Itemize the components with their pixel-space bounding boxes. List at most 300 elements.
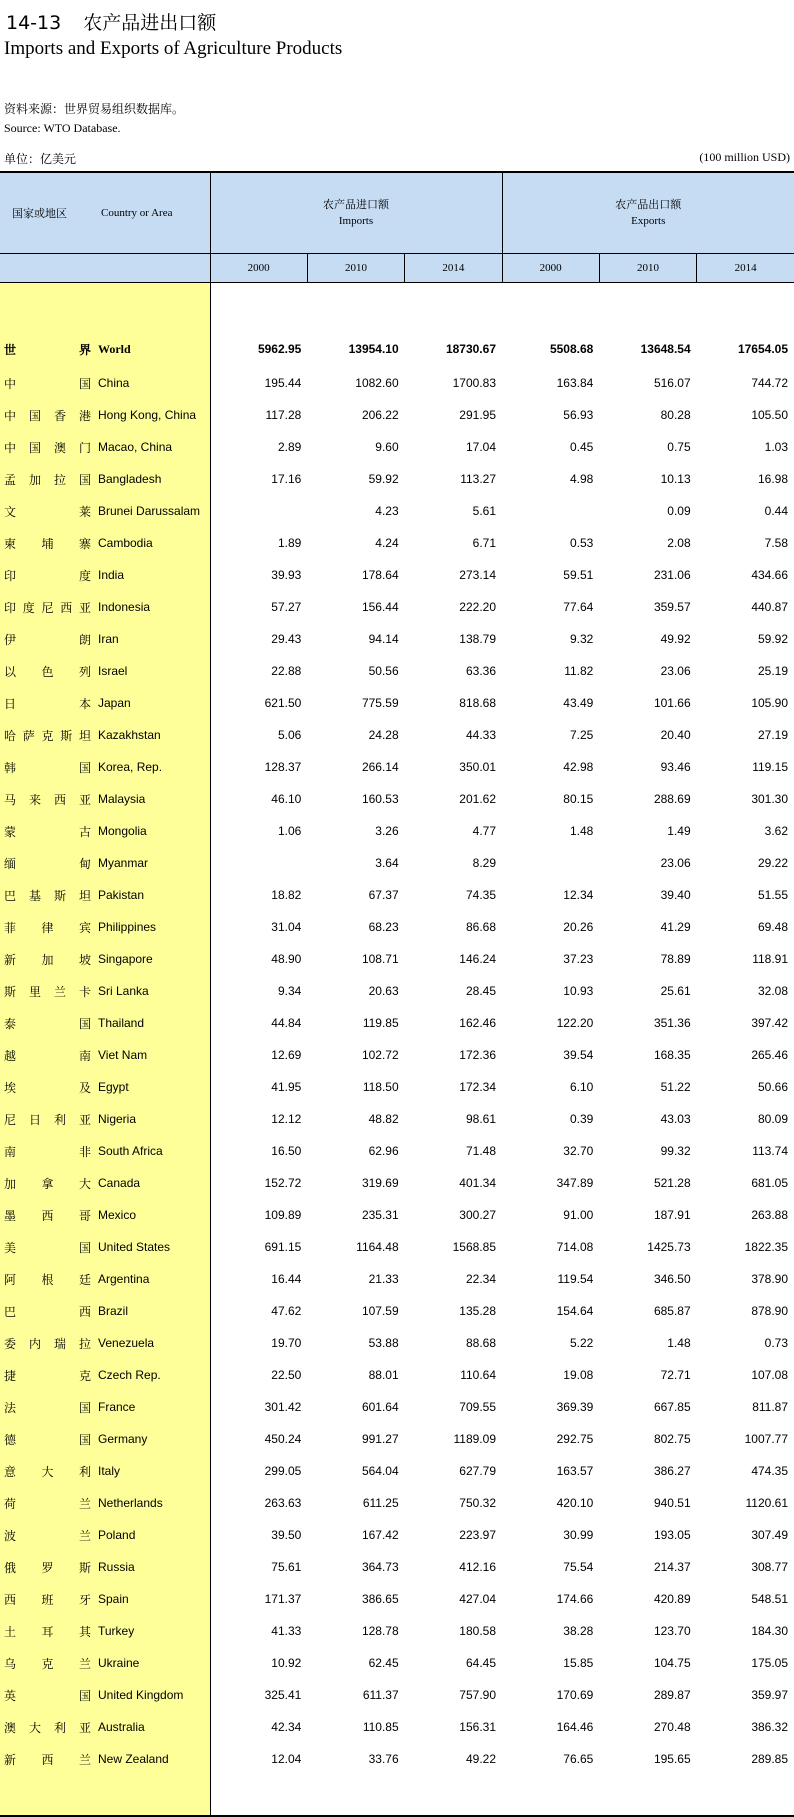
- import-value-cell: 41.95: [210, 1071, 307, 1103]
- export-value-cell: 69.48: [697, 911, 794, 943]
- import-value-cell: 412.16: [405, 1551, 502, 1583]
- spacer-cell: [95, 283, 210, 332]
- country-name-en: Sri Lanka: [95, 975, 210, 1007]
- country-name-cn: 意大利: [0, 1455, 95, 1487]
- export-value-cell: 0.09: [599, 495, 696, 527]
- export-value-cell: 811.87: [697, 1391, 794, 1423]
- export-value-cell: 78.89: [599, 943, 696, 975]
- country-name-cn: 委内瑞拉: [0, 1327, 95, 1359]
- import-value-cell: 266.14: [307, 751, 404, 783]
- table-row: [0, 1039, 794, 1071]
- country-name-en: Russia: [95, 1551, 210, 1583]
- table-row: [0, 1551, 794, 1583]
- export-value-cell: 0.44: [697, 495, 794, 527]
- table-row: [0, 1391, 794, 1423]
- country-name-cn: 捷克: [0, 1359, 95, 1391]
- export-value-cell: 9.32: [502, 623, 599, 655]
- export-value-cell: 7.25: [502, 719, 599, 751]
- table-body: [0, 283, 794, 1817]
- table-row: [0, 463, 794, 495]
- import-value-cell: 1164.48: [307, 1231, 404, 1263]
- header-blank-en: [95, 254, 210, 283]
- import-value-cell: 16.50: [210, 1135, 307, 1167]
- year-header: 2014: [697, 254, 794, 283]
- header-blank-cn: [0, 254, 95, 283]
- export-value-cell: 42.98: [502, 751, 599, 783]
- header-country-en: Country or Area: [95, 172, 210, 254]
- import-value-cell: 611.25: [307, 1487, 404, 1519]
- export-value-cell: 667.85: [599, 1391, 696, 1423]
- import-value-cell: 178.64: [307, 559, 404, 591]
- country-name-en: Viet Nam: [95, 1039, 210, 1071]
- table-row: [0, 591, 794, 623]
- import-value-cell: 5.61: [405, 495, 502, 527]
- import-value-cell: 12.69: [210, 1039, 307, 1071]
- country-name-cn: 印度: [0, 559, 95, 591]
- export-value-cell: 122.20: [502, 1007, 599, 1039]
- year-header: 2000: [502, 254, 599, 283]
- import-value-cell: 94.14: [307, 623, 404, 655]
- export-value-cell: 1425.73: [599, 1231, 696, 1263]
- table-row: [0, 1455, 794, 1487]
- table-row: [0, 559, 794, 591]
- export-value-cell: 12.34: [502, 879, 599, 911]
- import-value-cell: 39.93: [210, 559, 307, 591]
- import-value-cell: 1189.09: [405, 1423, 502, 1455]
- data-table: [0, 171, 794, 1817]
- country-name-cn: 德国: [0, 1423, 95, 1455]
- import-value-cell: 9.60: [307, 431, 404, 463]
- import-value-cell: 50.56: [307, 655, 404, 687]
- country-name-cn: 阿根廷: [0, 1263, 95, 1295]
- export-value-cell: 289.87: [599, 1679, 696, 1711]
- import-value-cell: 180.58: [405, 1615, 502, 1647]
- export-value-cell: 170.69: [502, 1679, 599, 1711]
- import-value-cell: 53.88: [307, 1327, 404, 1359]
- export-value-cell: 19.08: [502, 1359, 599, 1391]
- country-name-en: France: [95, 1391, 210, 1423]
- import-value-cell: 350.01: [405, 751, 502, 783]
- table-row: [0, 1103, 794, 1135]
- import-value-cell: 167.42: [307, 1519, 404, 1551]
- export-value-cell: 0.73: [697, 1327, 794, 1359]
- table-row: [0, 1487, 794, 1519]
- export-value-cell: 744.72: [697, 367, 794, 399]
- table-row: [0, 1167, 794, 1199]
- export-value-cell: 91.00: [502, 1199, 599, 1231]
- table-row: [0, 1647, 794, 1679]
- export-value-cell: 37.23: [502, 943, 599, 975]
- table-row: [0, 783, 794, 815]
- export-value-cell: 119.54: [502, 1263, 599, 1295]
- import-value-cell: 1082.60: [307, 367, 404, 399]
- import-value-cell: 1700.83: [405, 367, 502, 399]
- export-value-cell: 940.51: [599, 1487, 696, 1519]
- table-bottom-spacer: [0, 1775, 794, 1816]
- import-value-cell: 17.16: [210, 463, 307, 495]
- country-name-cn: 文莱: [0, 495, 95, 527]
- table-row: [0, 367, 794, 399]
- country-name-en: Cambodia: [95, 527, 210, 559]
- import-value-cell: 102.72: [307, 1039, 404, 1071]
- country-name-cn: 缅甸: [0, 847, 95, 879]
- import-value-cell: 20.63: [307, 975, 404, 1007]
- import-value-cell: 5962.95: [210, 331, 307, 367]
- page-title-cn: [6, 8, 216, 35]
- country-name-en: Spain: [95, 1583, 210, 1615]
- import-value-cell: 71.48: [405, 1135, 502, 1167]
- export-value-cell: 1007.77: [697, 1423, 794, 1455]
- country-name-cn: 墨西哥: [0, 1199, 95, 1231]
- table-row: [0, 879, 794, 911]
- spacer-cell: [0, 1775, 95, 1816]
- export-value-cell: [502, 847, 599, 879]
- export-value-cell: 105.90: [697, 687, 794, 719]
- export-value-cell: 25.61: [599, 975, 696, 1007]
- table-row: [0, 687, 794, 719]
- export-value-cell: 11.82: [502, 655, 599, 687]
- spacer-cell: [210, 283, 794, 332]
- export-value-cell: 75.54: [502, 1551, 599, 1583]
- country-name-cn: 越南: [0, 1039, 95, 1071]
- table-row: [0, 1743, 794, 1775]
- import-value-cell: 117.28: [210, 399, 307, 431]
- import-value-cell: 299.05: [210, 1455, 307, 1487]
- export-value-cell: 154.64: [502, 1295, 599, 1327]
- country-name-en: Macao, China: [95, 431, 210, 463]
- import-value-cell: 2.89: [210, 431, 307, 463]
- import-value-cell: 691.15: [210, 1231, 307, 1263]
- export-value-cell: 5.22: [502, 1327, 599, 1359]
- import-value-cell: 57.27: [210, 591, 307, 623]
- country-name-en: Hong Kong, China: [95, 399, 210, 431]
- import-value-cell: 223.97: [405, 1519, 502, 1551]
- import-value-cell: 1.89: [210, 527, 307, 559]
- export-value-cell: 93.46: [599, 751, 696, 783]
- import-value-cell: 59.92: [307, 463, 404, 495]
- export-value-cell: 2.08: [599, 527, 696, 559]
- title-cn-text: 农产品进出口额: [83, 12, 216, 34]
- country-name-cn: 中国香港: [0, 399, 95, 431]
- export-value-cell: 0.75: [599, 431, 696, 463]
- import-value-cell: 119.85: [307, 1007, 404, 1039]
- country-name-en: Malaysia: [95, 783, 210, 815]
- export-value-cell: 434.66: [697, 559, 794, 591]
- import-value-cell: 19.70: [210, 1327, 307, 1359]
- export-value-cell: 289.85: [697, 1743, 794, 1775]
- country-name-en: World: [95, 331, 210, 367]
- import-value-cell: 128.78: [307, 1615, 404, 1647]
- import-value-cell: 22.88: [210, 655, 307, 687]
- country-name-en: Netherlands: [95, 1487, 210, 1519]
- export-value-cell: 41.29: [599, 911, 696, 943]
- export-value-cell: 347.89: [502, 1167, 599, 1199]
- import-value-cell: 4.77: [405, 815, 502, 847]
- country-name-cn: 斯里兰卡: [0, 975, 95, 1007]
- source-cn: 资料来源：世界贸易组织数据库。: [4, 100, 184, 117]
- country-name-en: Poland: [95, 1519, 210, 1551]
- import-value-cell: 18730.67: [405, 331, 502, 367]
- export-value-cell: 307.49: [697, 1519, 794, 1551]
- export-value-cell: 270.48: [599, 1711, 696, 1743]
- country-name-cn: 巴基斯坦: [0, 879, 95, 911]
- table-row: [0, 1679, 794, 1711]
- country-name-cn: 荷兰: [0, 1487, 95, 1519]
- export-value-cell: 59.51: [502, 559, 599, 591]
- import-value-cell: 152.72: [210, 1167, 307, 1199]
- import-value-cell: 156.44: [307, 591, 404, 623]
- country-name-cn: 柬埔寨: [0, 527, 95, 559]
- export-value-cell: 1822.35: [697, 1231, 794, 1263]
- export-value-cell: 386.32: [697, 1711, 794, 1743]
- import-value-cell: 135.28: [405, 1295, 502, 1327]
- import-value-cell: 171.37: [210, 1583, 307, 1615]
- export-value-cell: 51.22: [599, 1071, 696, 1103]
- country-name-en: Ukraine: [95, 1647, 210, 1679]
- country-name-cn: 法国: [0, 1391, 95, 1423]
- import-value-cell: 29.43: [210, 623, 307, 655]
- import-value-cell: 17.04: [405, 431, 502, 463]
- country-name-cn: 土耳其: [0, 1615, 95, 1647]
- import-value-cell: 67.37: [307, 879, 404, 911]
- import-value-cell: 325.41: [210, 1679, 307, 1711]
- country-name-cn: 乌克兰: [0, 1647, 95, 1679]
- import-value-cell: 364.73: [307, 1551, 404, 1583]
- country-name-en: Kazakhstan: [95, 719, 210, 751]
- import-value-cell: 4.23: [307, 495, 404, 527]
- import-value-cell: 627.79: [405, 1455, 502, 1487]
- import-value-cell: [210, 495, 307, 527]
- export-value-cell: 386.27: [599, 1455, 696, 1487]
- country-name-cn: 南非: [0, 1135, 95, 1167]
- import-value-cell: 12.04: [210, 1743, 307, 1775]
- country-name-en: South Africa: [95, 1135, 210, 1167]
- export-value-cell: 16.98: [697, 463, 794, 495]
- export-value-cell: 0.45: [502, 431, 599, 463]
- spacer-cell: [210, 1775, 794, 1816]
- import-value-cell: 6.71: [405, 527, 502, 559]
- import-value-cell: 47.62: [210, 1295, 307, 1327]
- import-value-cell: 450.24: [210, 1423, 307, 1455]
- export-value-cell: 359.97: [697, 1679, 794, 1711]
- table-row: [0, 943, 794, 975]
- export-value-cell: 440.87: [697, 591, 794, 623]
- import-value-cell: 44.33: [405, 719, 502, 751]
- export-value-cell: 420.10: [502, 1487, 599, 1519]
- import-value-cell: 564.04: [307, 1455, 404, 1487]
- export-value-cell: 802.75: [599, 1423, 696, 1455]
- import-value-cell: 46.10: [210, 783, 307, 815]
- import-value-cell: 107.59: [307, 1295, 404, 1327]
- country-name-cn: 马来西亚: [0, 783, 95, 815]
- export-value-cell: 104.75: [599, 1647, 696, 1679]
- country-name-cn: 蒙古: [0, 815, 95, 847]
- export-value-cell: 123.70: [599, 1615, 696, 1647]
- import-value-cell: 160.53: [307, 783, 404, 815]
- import-value-cell: 98.61: [405, 1103, 502, 1135]
- import-value-cell: 33.76: [307, 1743, 404, 1775]
- country-name-cn: 西班牙: [0, 1583, 95, 1615]
- import-value-cell: 1.06: [210, 815, 307, 847]
- import-value-cell: 291.95: [405, 399, 502, 431]
- export-value-cell: 38.28: [502, 1615, 599, 1647]
- import-value-cell: 41.33: [210, 1615, 307, 1647]
- import-value-cell: 9.34: [210, 975, 307, 1007]
- export-value-cell: 13648.54: [599, 331, 696, 367]
- export-value-cell: 49.92: [599, 623, 696, 655]
- export-value-cell: 193.05: [599, 1519, 696, 1551]
- export-value-cell: 80.09: [697, 1103, 794, 1135]
- export-value-cell: 25.19: [697, 655, 794, 687]
- country-name-en: Czech Rep.: [95, 1359, 210, 1391]
- import-value-cell: 31.04: [210, 911, 307, 943]
- import-value-cell: 49.22: [405, 1743, 502, 1775]
- country-name-en: Australia: [95, 1711, 210, 1743]
- import-value-cell: 5.06: [210, 719, 307, 751]
- table-row: [0, 1295, 794, 1327]
- table-row: [0, 1231, 794, 1263]
- country-name-en: Brazil: [95, 1295, 210, 1327]
- export-value-cell: 29.22: [697, 847, 794, 879]
- export-value-cell: 0.39: [502, 1103, 599, 1135]
- country-name-cn: 加拿大: [0, 1167, 95, 1199]
- country-name-cn: 埃及: [0, 1071, 95, 1103]
- country-name-en: Indonesia: [95, 591, 210, 623]
- import-value-cell: 401.34: [405, 1167, 502, 1199]
- export-value-cell: 195.65: [599, 1743, 696, 1775]
- table-row: [0, 975, 794, 1007]
- country-name-en: United States: [95, 1231, 210, 1263]
- export-value-cell: 292.75: [502, 1423, 599, 1455]
- import-value-cell: 22.50: [210, 1359, 307, 1391]
- export-value-cell: 878.90: [697, 1295, 794, 1327]
- import-value-cell: 75.61: [210, 1551, 307, 1583]
- export-value-cell: 1.48: [599, 1327, 696, 1359]
- country-name-en: Mongolia: [95, 815, 210, 847]
- unit-en: (100 million USD): [699, 150, 790, 165]
- export-value-cell: 72.71: [599, 1359, 696, 1391]
- spacer-cell: [0, 283, 95, 332]
- country-name-cn: 印度尼西亚: [0, 591, 95, 623]
- export-value-cell: 80.28: [599, 399, 696, 431]
- export-value-cell: 76.65: [502, 1743, 599, 1775]
- export-value-cell: 1120.61: [697, 1487, 794, 1519]
- export-value-cell: 4.98: [502, 463, 599, 495]
- import-value-cell: 128.37: [210, 751, 307, 783]
- country-name-cn: 伊朗: [0, 623, 95, 655]
- import-value-cell: 42.34: [210, 1711, 307, 1743]
- import-value-cell: 156.31: [405, 1711, 502, 1743]
- import-value-cell: 28.45: [405, 975, 502, 1007]
- export-value-cell: 1.03: [697, 431, 794, 463]
- import-value-cell: 39.50: [210, 1519, 307, 1551]
- table-row: [0, 399, 794, 431]
- import-value-cell: 108.71: [307, 943, 404, 975]
- export-value-cell: 359.57: [599, 591, 696, 623]
- export-value-cell: 301.30: [697, 783, 794, 815]
- import-value-cell: 172.34: [405, 1071, 502, 1103]
- country-name-cn: 以色列: [0, 655, 95, 687]
- export-value-cell: 43.03: [599, 1103, 696, 1135]
- export-value-cell: 32.70: [502, 1135, 599, 1167]
- table-row: [0, 751, 794, 783]
- year-header: 2010: [307, 254, 404, 283]
- table-row: [0, 1199, 794, 1231]
- export-value-cell: 118.91: [697, 943, 794, 975]
- export-value-cell: 77.64: [502, 591, 599, 623]
- export-value-cell: 50.66: [697, 1071, 794, 1103]
- import-value-cell: 611.37: [307, 1679, 404, 1711]
- export-value-cell: 397.42: [697, 1007, 794, 1039]
- header-imports: [210, 172, 502, 254]
- export-value-cell: 681.05: [697, 1167, 794, 1199]
- export-value-cell: 521.28: [599, 1167, 696, 1199]
- data-table-container: [0, 171, 794, 1817]
- table-row: [0, 719, 794, 751]
- table-row: [0, 1071, 794, 1103]
- export-value-cell: 101.66: [599, 687, 696, 719]
- country-name-en: Singapore: [95, 943, 210, 975]
- country-name-en: Korea, Rep.: [95, 751, 210, 783]
- export-value-cell: 378.90: [697, 1263, 794, 1295]
- import-value-cell: 18.82: [210, 879, 307, 911]
- import-value-cell: 621.50: [210, 687, 307, 719]
- country-name-cn: 世界: [0, 331, 95, 367]
- country-name-cn: 孟加拉国: [0, 463, 95, 495]
- import-value-cell: 757.90: [405, 1679, 502, 1711]
- import-value-cell: [210, 847, 307, 879]
- import-value-cell: 16.44: [210, 1263, 307, 1295]
- table-row: [0, 1359, 794, 1391]
- country-name-en: Italy: [95, 1455, 210, 1487]
- import-value-cell: 48.90: [210, 943, 307, 975]
- export-value-cell: 516.07: [599, 367, 696, 399]
- import-value-cell: 118.50: [307, 1071, 404, 1103]
- header-exports: [502, 172, 794, 254]
- export-value-cell: 23.06: [599, 655, 696, 687]
- table-row: [0, 1423, 794, 1455]
- import-value-cell: 601.64: [307, 1391, 404, 1423]
- import-value-cell: 750.32: [405, 1487, 502, 1519]
- import-value-cell: 162.46: [405, 1007, 502, 1039]
- country-name-en: Brunei Darussalam: [95, 495, 210, 527]
- import-value-cell: 319.69: [307, 1167, 404, 1199]
- import-value-cell: 62.96: [307, 1135, 404, 1167]
- import-value-cell: 775.59: [307, 687, 404, 719]
- import-value-cell: 146.24: [405, 943, 502, 975]
- export-value-cell: 288.69: [599, 783, 696, 815]
- export-value-cell: 184.30: [697, 1615, 794, 1647]
- country-name-cn: 波兰: [0, 1519, 95, 1551]
- export-value-cell: 23.06: [599, 847, 696, 879]
- import-value-cell: 386.65: [307, 1583, 404, 1615]
- export-value-cell: 17654.05: [697, 331, 794, 367]
- export-value-cell: 163.57: [502, 1455, 599, 1487]
- unit-cn: 单位：亿美元: [4, 150, 76, 167]
- import-value-cell: 64.45: [405, 1647, 502, 1679]
- table-row: [0, 911, 794, 943]
- year-header: 2000: [210, 254, 307, 283]
- import-value-cell: 195.44: [210, 367, 307, 399]
- import-value-cell: 63.36: [405, 655, 502, 687]
- country-name-en: India: [95, 559, 210, 591]
- export-value-cell: 0.53: [502, 527, 599, 559]
- export-value-cell: 7.58: [697, 527, 794, 559]
- export-value-cell: 51.55: [697, 879, 794, 911]
- table-row: [0, 1711, 794, 1743]
- export-value-cell: 15.85: [502, 1647, 599, 1679]
- spacer-cell: [95, 1775, 210, 1816]
